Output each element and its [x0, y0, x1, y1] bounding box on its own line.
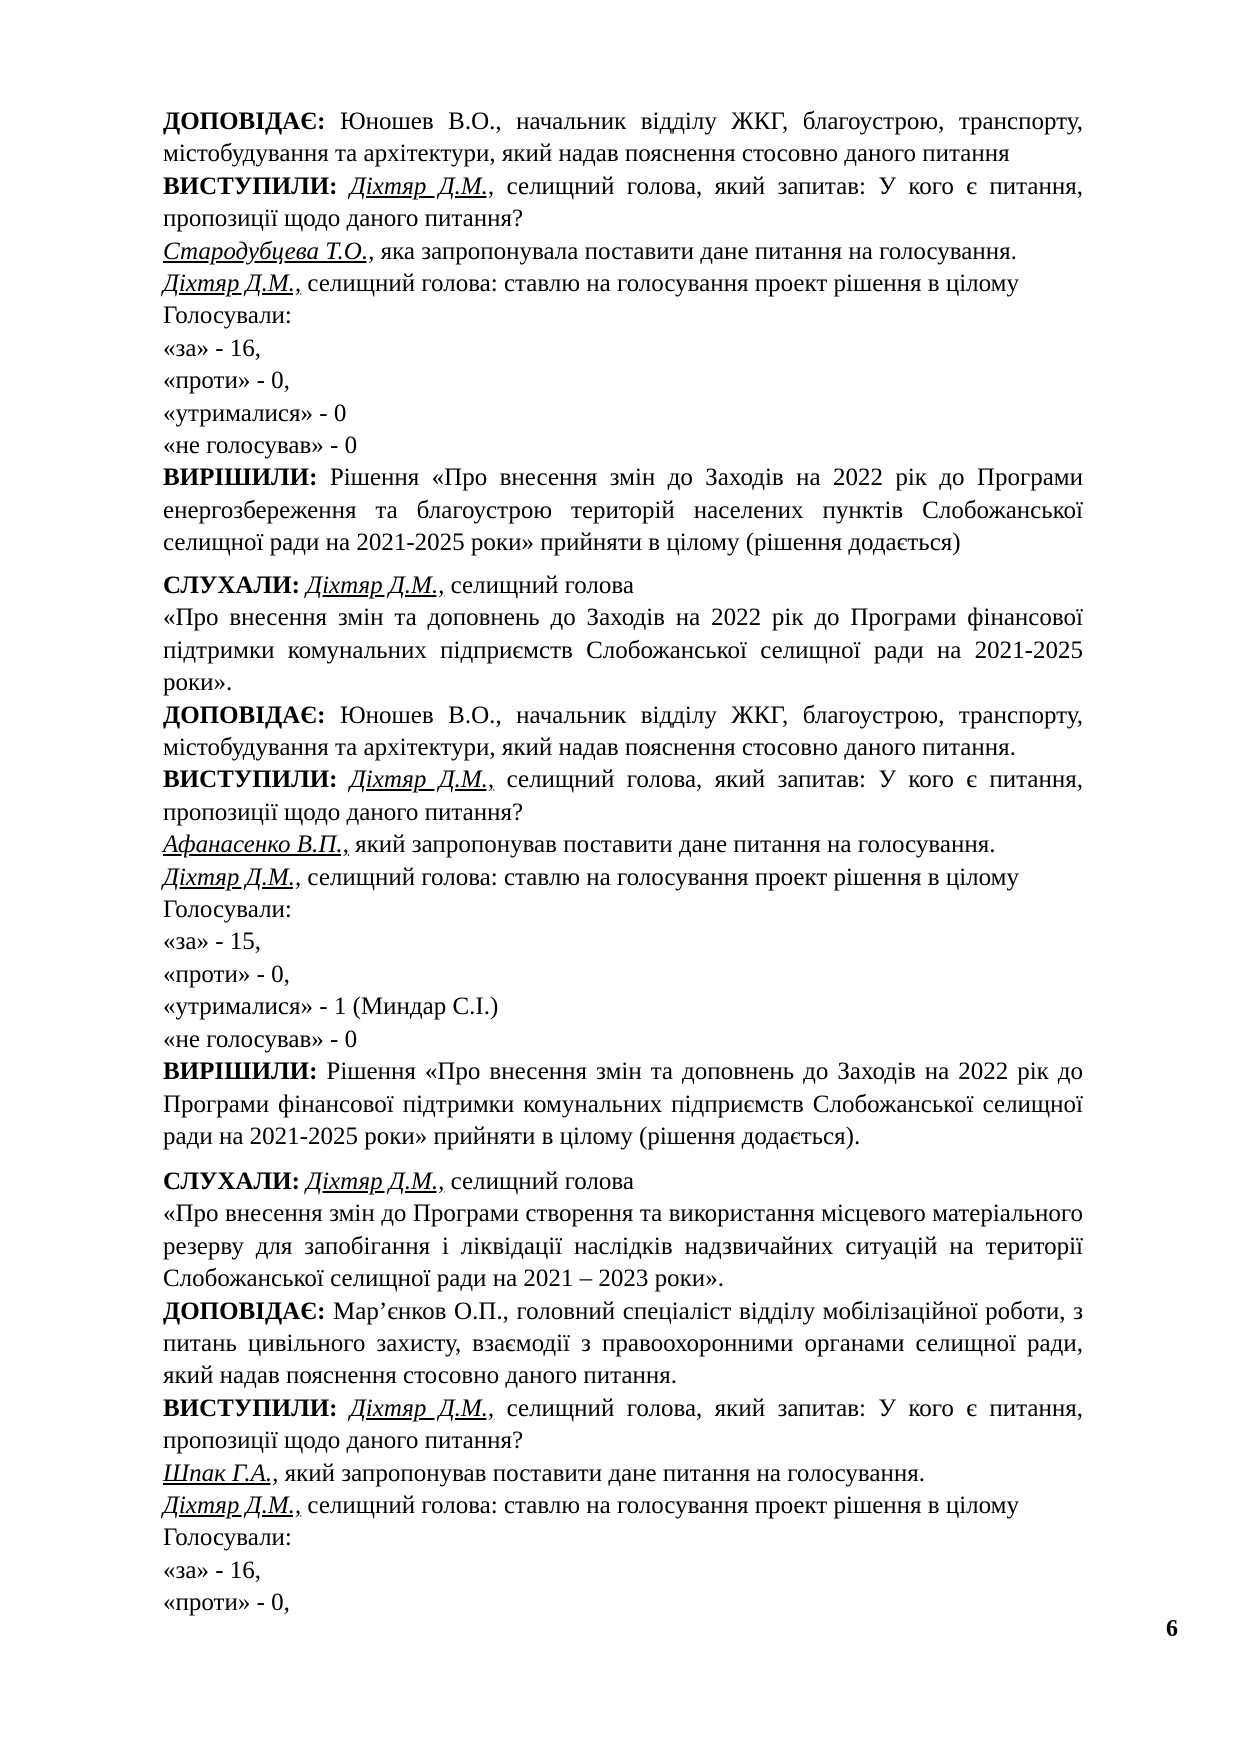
chair-text: селищний голова: ставлю на голосування проект рішення в цілому: [307, 863, 1019, 891]
vote-abstained: «утрималися» - 0: [163, 399, 347, 427]
spoke-paragraph: [163, 1393, 1083, 1458]
voted-heading: Голосували:: [163, 302, 292, 330]
voted-heading: Голосували:: [163, 896, 292, 924]
speaker-name: Діхтяр Д.М.,: [349, 766, 495, 794]
proposer-paragraph: [163, 1458, 1083, 1490]
heard-text: селищний голова: [450, 572, 634, 599]
agenda-item-section-2: [163, 570, 1083, 1153]
reported-label: ДОПОВІДАЄ:: [163, 108, 326, 135]
proposer-name: Стародубцева Т.О.,: [163, 237, 375, 265]
decided-text: Рішення «Про внесення змін до Заходів на 2022 рік до Програми енергозбереження та благоустрою територій населених пунктів Слобожанської селищної ради на 2021-2025 роки» прийняти в цілому (рішення додається): [163, 464, 1084, 557]
reported-paragraph: [163, 700, 1083, 765]
decided-paragraph: [163, 1056, 1083, 1153]
decided-paragraph: [163, 462, 1083, 559]
heard-text: селищний голова: [450, 1168, 634, 1195]
heard-label: СЛУХАЛИ:: [163, 1168, 300, 1195]
proposer-paragraph: [163, 236, 1083, 268]
vote-for: «за» - 16,: [163, 1556, 262, 1584]
agenda-item-section-3: [163, 1166, 1083, 1620]
chair-paragraph: [163, 268, 1083, 300]
topic-paragraph: «Про внесення змін та доповнень до Заходів на 2022 рік до Програми фінансової підтримки комунальних підприємств Слобожанської селищної ради на 2021-2025 роки».: [163, 604, 1083, 697]
topic-paragraph: «Про внесення змін до Програми створення та використання місцевого матеріального резерву для запобігання і ліквідації наслідків надзвичайних ситуацій на території Слобожанської селищної ради на 2021 – 2023 роки».: [163, 1200, 1083, 1293]
spoke-label: ВИСТУПИЛИ:: [163, 766, 338, 794]
reported-text: Мар’єнков О.П., головний спеціаліст відділу мобілізаційної роботи, з питань цивільного захисту, взаємодії з правоохоронними органами селищної ради, який надав пояснення стосовно даного питання.: [163, 1297, 1083, 1390]
heard-name: Діхтяр Д.М.,: [306, 1168, 445, 1195]
vote-for: «за» - 16,: [163, 334, 262, 362]
spoke-text: селищний голова, який запитав: У кого є питання, пропозиції щодо даного питання?: [163, 1394, 1084, 1455]
page-number: 6: [1166, 1616, 1178, 1642]
vote-for: «за» - 15,: [163, 928, 262, 956]
decided-text: Рішення «Про внесення змін та доповнень до Заходів на 2022 рік до Програми фінансової підтримки комунальних підприємств Слобожанської селищної ради на 2021-2025 роки» прийняти в цілому (рішення додається).: [163, 1058, 1084, 1150]
proposer-name: Афанасенко В.П.,: [163, 831, 349, 859]
heard-label: СЛУХАЛИ:: [163, 572, 300, 599]
proposer-text: яка запропонувала поставити дане питання на голосування.: [380, 237, 1017, 265]
spoke-label: ВИСТУПИЛИ:: [163, 1394, 338, 1422]
heard-paragraph: [163, 570, 1083, 602]
heard-name: Діхтяр Д.М.,: [306, 572, 445, 599]
speaker-name: Діхтяр Д.М.,: [349, 1394, 495, 1422]
voted-heading: Голосували:: [163, 1524, 292, 1552]
chair-text: селищний голова: ставлю на голосування проект рішення в цілому: [307, 1492, 1019, 1520]
heard-paragraph: [163, 1166, 1083, 1198]
proposer-text: який запропонував поставити дане питання на голосування.: [355, 831, 996, 859]
proposer-name: Шпак Г.А.,: [163, 1459, 279, 1487]
decided-label: ВИРІШИЛИ:: [163, 464, 318, 492]
spoke-text: селищний голова, який запитав: У кого є питання, пропозиції щодо даного питання?: [163, 766, 1084, 826]
reported-label: ДОПОВІДАЄ:: [163, 1297, 326, 1325]
vote-abstained: «утрималися» - 1 (Миндар С.І.): [163, 993, 499, 1021]
chair-name: Діхтяр Д.М.,: [163, 863, 302, 891]
chair-text: селищний голова: ставлю на голосування проект рішення в цілому: [307, 270, 1019, 298]
chair-paragraph: [163, 862, 1083, 894]
speaker-name: Діхтяр Д.М.,: [349, 172, 495, 200]
reported-paragraph: [163, 106, 1083, 171]
chair-name: Діхтяр Д.М.,: [163, 1492, 302, 1520]
vote-against: «проти» - 0,: [163, 960, 290, 988]
reported-text: Юношев В.О., начальник відділу ЖКГ, благоустрою, транспорту, містобудування та архітектури, який надав пояснення стосовно даного питання.: [163, 701, 1084, 762]
spoke-text: селищний голова, який запитав: У кого є питання, пропозиції щодо даного питання?: [163, 172, 1084, 233]
reported-paragraph: [163, 1296, 1083, 1393]
reported-label: ДОПОВІДАЄ:: [163, 701, 326, 729]
vote-against: «проти» - 0,: [163, 1589, 290, 1617]
spoke-paragraph: [163, 171, 1083, 236]
proposer-text: який запропонував поставити дане питання на голосування.: [284, 1459, 925, 1487]
decided-label: ВИРІШИЛИ:: [163, 1058, 318, 1086]
vote-not-voted: «не голосував» - 0: [163, 432, 358, 460]
vote-against: «проти» - 0,: [163, 367, 290, 395]
vote-not-voted: «не голосував» - 0: [163, 1025, 358, 1053]
agenda-item-section-1: [163, 106, 1083, 560]
reported-text: Юношев В.О., начальник відділу ЖКГ, благоустрою, транспорту, містобудування та архітектури, який надав пояснення стосовно даного питання: [163, 108, 1084, 168]
chair-paragraph: [163, 1490, 1083, 1522]
chair-name: Діхтяр Д.М.,: [163, 270, 302, 298]
proposer-paragraph: [163, 829, 1083, 861]
spoke-label: ВИСТУПИЛИ:: [163, 172, 338, 200]
spoke-paragraph: [163, 764, 1083, 829]
